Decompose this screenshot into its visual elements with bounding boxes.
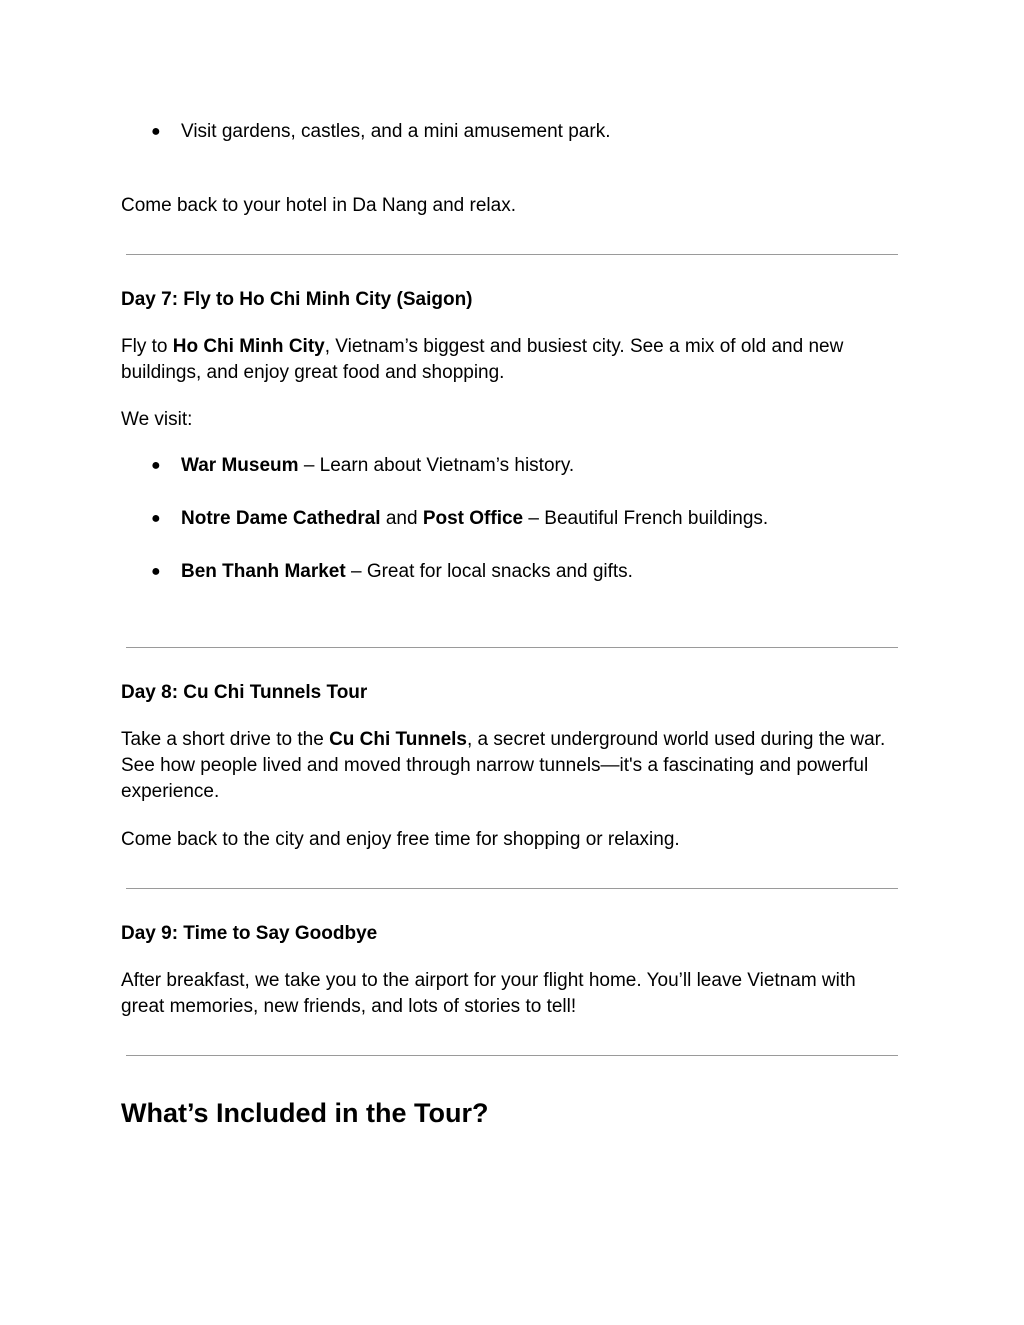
day-heading: Day 8: Cu Chi Tunnels Tour: [121, 682, 368, 703]
list-item: Notre Dame Cathedral and Post Office – Beautiful French buildings.: [181, 508, 769, 529]
day-heading: Day 7: Fly to Ho Chi Minh City (Saigon): [121, 289, 473, 310]
paragraph: Take a short drive to the Cu Chi Tunnels, a secret underground world used during the war. See how people lived and moved through narrow tunnels—it's a fascinating and powerful experience.: [121, 729, 886, 802]
day-heading: Day 9: Time to Say Goodbye: [121, 923, 378, 944]
list-item: War Museum – Learn about Vietnam’s history.: [181, 455, 575, 476]
paragraph: After breakfast, we take you to the airport for your flight home. You’ll leave Vietnam with great memories, new friends, and lots of stories to tell!: [121, 970, 856, 1017]
divider: [126, 254, 898, 255]
bullet-marker: ●: [151, 510, 161, 527]
paragraph: Come back to your hotel in Da Nang and relax.: [121, 195, 516, 216]
bullet-marker: ●: [151, 563, 161, 580]
bold-text: Cu Chi Tunnels: [329, 729, 467, 750]
divider: [126, 888, 898, 889]
paragraph: Come back to the city and enjoy free time for shopping or relaxing.: [121, 829, 680, 850]
bullet-marker: ●: [151, 457, 161, 474]
bold-text: Ho Chi Minh City: [172, 336, 325, 357]
divider: [126, 647, 898, 648]
list-item: Visit gardens, castles, and a mini amusement park.: [181, 121, 611, 142]
list-item: Ben Thanh Market – Great for local snacks and gifts.: [181, 561, 633, 582]
paragraph: Fly to Ho Chi Minh City, Vietnam’s biggest and busiest city. See a mix of old and new buildings, and enjoy great food and shopping.: [121, 336, 844, 383]
paragraph: We visit:: [121, 409, 193, 430]
divider: [126, 1055, 898, 1056]
bullet-marker: ●: [151, 123, 161, 140]
section-heading: What’s Included in the Tour?: [121, 1098, 489, 1128]
